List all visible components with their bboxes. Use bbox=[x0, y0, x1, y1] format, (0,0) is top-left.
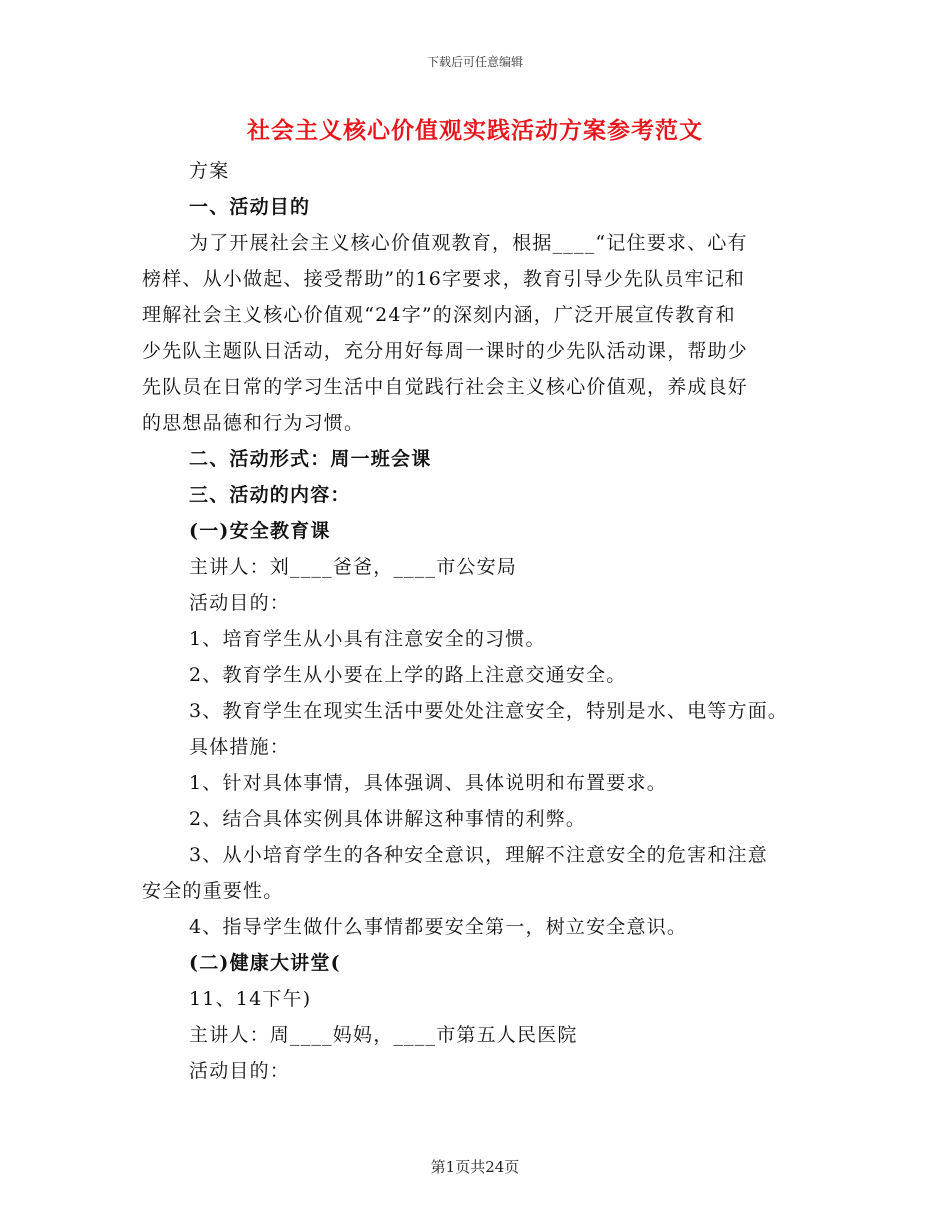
paragraph-line: 的思想品德和行为习惯。 bbox=[142, 412, 365, 434]
section-heading: 一、活动目的 bbox=[189, 196, 311, 218]
paragraph-line: 理解社会主义核心价值观“24字”的深刻内涵，广泛开展宣传教育和 bbox=[142, 304, 736, 326]
paragraph-line: 1、培育学生从小具有注意安全的习惯。 bbox=[189, 628, 546, 650]
paragraph-line: 11、14下午) bbox=[189, 988, 312, 1010]
paragraph-line: 活动目的： bbox=[189, 592, 291, 614]
paragraph-line: 3、从小培育学生的各种安全意识，理解不注意安全的危害和注意 bbox=[189, 844, 768, 866]
paragraph-line: 具体措施： bbox=[189, 736, 291, 758]
paragraph-line: 先队员在日常的学习生活中自觉践行社会主义核心价值观，养成良好 bbox=[142, 376, 749, 398]
paragraph-line: 主讲人：刘____爸爸，____市公安局 bbox=[189, 556, 518, 578]
document-body bbox=[142, 153, 822, 1089]
section-heading: (一)安全教育课 bbox=[189, 520, 331, 542]
paragraph-line: 为了开展社会主义核心价值观教育，根据____“记住要求、心有 bbox=[189, 232, 748, 254]
paragraph-line: 3、教育学生在现实生活中要处处注意安全，特别是水、电等方面。 bbox=[189, 700, 789, 722]
paragraph-line: 榜样、从小做起、接受帮助”的16字要求，教育引导少先队员牢记和 bbox=[142, 268, 746, 290]
paragraph-line: 安全的重要性。 bbox=[142, 880, 284, 902]
paragraph-line: 主讲人：周____妈妈，____市第五人民医院 bbox=[189, 1024, 578, 1046]
paragraph-line: 2、结合具体实例具体讲解这种事情的利弊。 bbox=[189, 808, 587, 830]
document-title: 社会主义核心价值观实践活动方案参考范文 bbox=[247, 117, 703, 144]
section-heading: (二)健康大讲堂( bbox=[189, 952, 341, 974]
paragraph-line: 少先队主题队日活动，充分用好每周一课时的少先队活动课，帮助少 bbox=[142, 340, 749, 362]
paragraph-line: 方案 bbox=[189, 160, 230, 182]
paragraph-line: 活动目的： bbox=[189, 1060, 291, 1082]
paragraph-line: 2、教育学生从小要在上学的路上注意交通安全。 bbox=[189, 664, 627, 686]
section-heading: 三、活动的内容： bbox=[189, 484, 351, 506]
page-header: 下载后可任意编辑 bbox=[426, 55, 523, 69]
page-footer: 第1页共24页 bbox=[430, 1158, 520, 1176]
paragraph-line: 1、针对具体事情，具体强调、具体说明和布置要求。 bbox=[189, 772, 667, 794]
paragraph-line: 4、指导学生做什么事情都要安全第一，树立安全意识。 bbox=[189, 916, 688, 938]
section-heading: 二、活动形式：周一班会课 bbox=[189, 448, 432, 470]
